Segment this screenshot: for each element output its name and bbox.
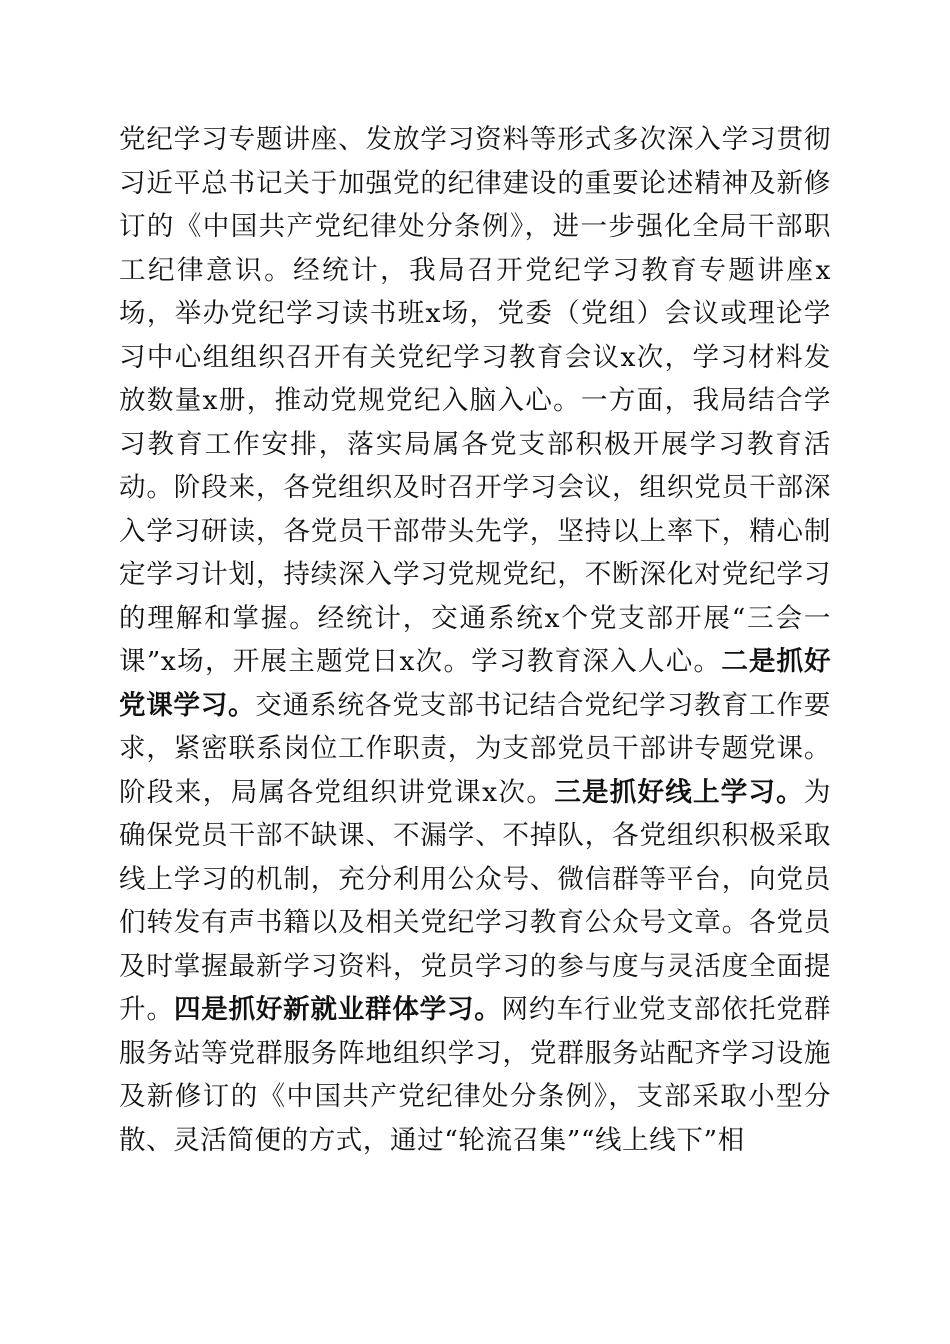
paragraph-text-segment: 交通系统各党支部书记结合党纪学习教育工作要求，紧密联系岗位工作职责，为支部党员干部讲专题党课。阶段来，局属各党组织讲党课x次。 xyxy=(119,689,831,808)
bold-heading-online-learning: 三是抓好线上学习。 xyxy=(554,776,804,808)
bold-heading-new-employment-groups: 四是抓好新就业群体学习。 xyxy=(173,994,502,1025)
paragraph-text-segment: 为确保党员干部不缺课、不漏学、不掉队，各党组织积极采取线上学习的机制，充分利用公众号、微信群等平台，向党员们转发有声书籍以及相关党纪学习教育公众号文章。各党员及时掌握最新学习资料，党员学习的参与度与灵活度全面提升。 xyxy=(119,776,832,1025)
paragraph-text-segment: 网约车行业党支部依托党群服务站等党群服务阵地组织学习，党群服务站配齐学习设施及新修订的《中国共产党纪律处分条例》，支部采取小型分散、灵活简便的方式，通过“轮流召集”“线上线下”相 xyxy=(119,994,831,1156)
paragraph-text-segment: 党纪学习专题讲座、发放学习资料等形式多次深入学习贯彻习近平总书记关于加强党的纪律建设的重要论述精神及新修订的《中国共产党纪律处分条例》，进一步强化全局干部职工纪律意识。经统计，我局召开党纪学习教育专题讲座x场，举办党纪学习读书班x场，党委（党组）会议或理论学习中心组组织召开有关党纪学习教育会议x次，学习材料发放数量x册，推动党规党纪入脑入心。一方面，我局结合学习教育工作安排，落实局属各党支部积极开展学习教育活动。阶段来，各党组织及时召开学习会议，组织党员干部深入学习研读，各党员干部带头先学，坚持以上率下，精心制定学习计划，持续深入学习党规党纪，不断深化对党纪学习的理解和掌握。经统计，交通系统x个党支部开展“三会一课”x场，开展主题党日x次。学习教育深入人心。 xyxy=(119,124,831,677)
bold-heading-party-lecture: 二是抓好党课学习。 xyxy=(119,646,831,721)
body-paragraph xyxy=(119,118,831,1162)
